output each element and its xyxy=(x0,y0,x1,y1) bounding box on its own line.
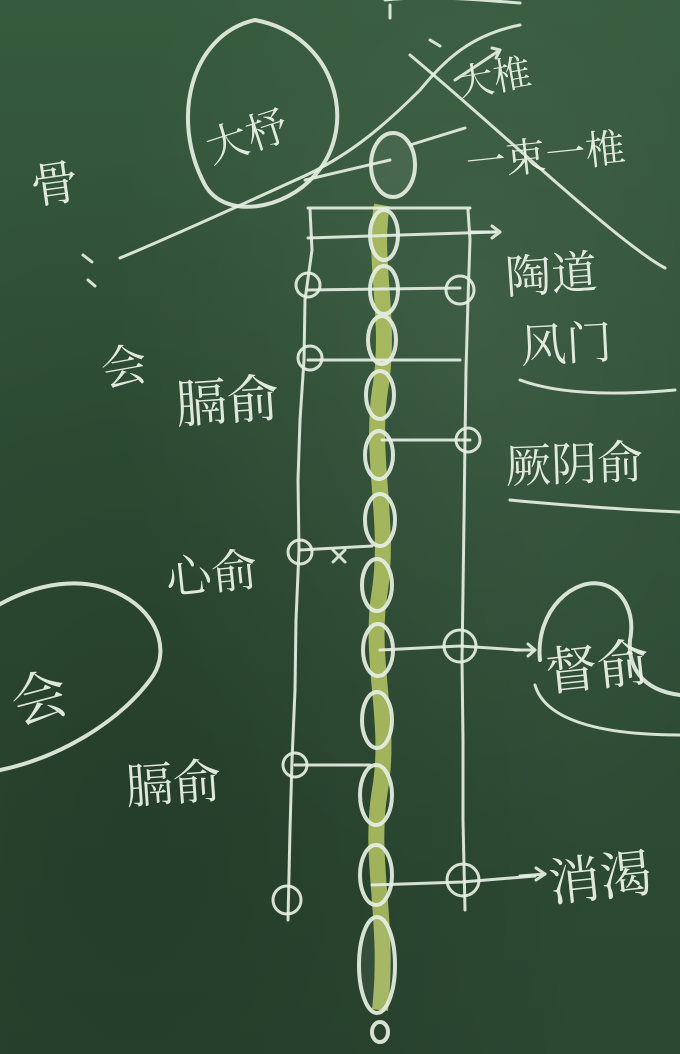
label-fengmen: 风门 xyxy=(518,314,614,374)
label-yishu: 一束一椎 xyxy=(463,125,628,188)
coccyx xyxy=(372,1022,388,1042)
label-danshu: 膈俞 xyxy=(123,753,224,816)
label-jueyinshu: 厥阴俞 xyxy=(504,434,645,494)
label-bone: 骨 xyxy=(26,153,83,216)
right-box-2 xyxy=(510,500,680,512)
chalk-marks xyxy=(83,0,520,562)
label-geshu: 膈俞 xyxy=(173,368,282,437)
label-dushu: 督俞 xyxy=(542,633,653,704)
right-box-1 xyxy=(520,380,675,393)
vertebra-bottom xyxy=(359,917,395,1013)
label-taodao: 陶道 xyxy=(503,244,600,305)
label-dazhui: 大椎 xyxy=(452,49,535,107)
right-line xyxy=(462,210,470,910)
label-left-circle: 会 xyxy=(4,660,76,738)
label-dazhu: 大杼 xyxy=(199,100,295,174)
label-count: 会 xyxy=(96,336,152,398)
vertebra-top xyxy=(371,133,415,197)
acupoint xyxy=(298,346,322,370)
label-xiaoke: 消渴 xyxy=(545,843,656,915)
connectors xyxy=(295,128,535,885)
label-xinshu: 心俞 xyxy=(162,542,260,606)
